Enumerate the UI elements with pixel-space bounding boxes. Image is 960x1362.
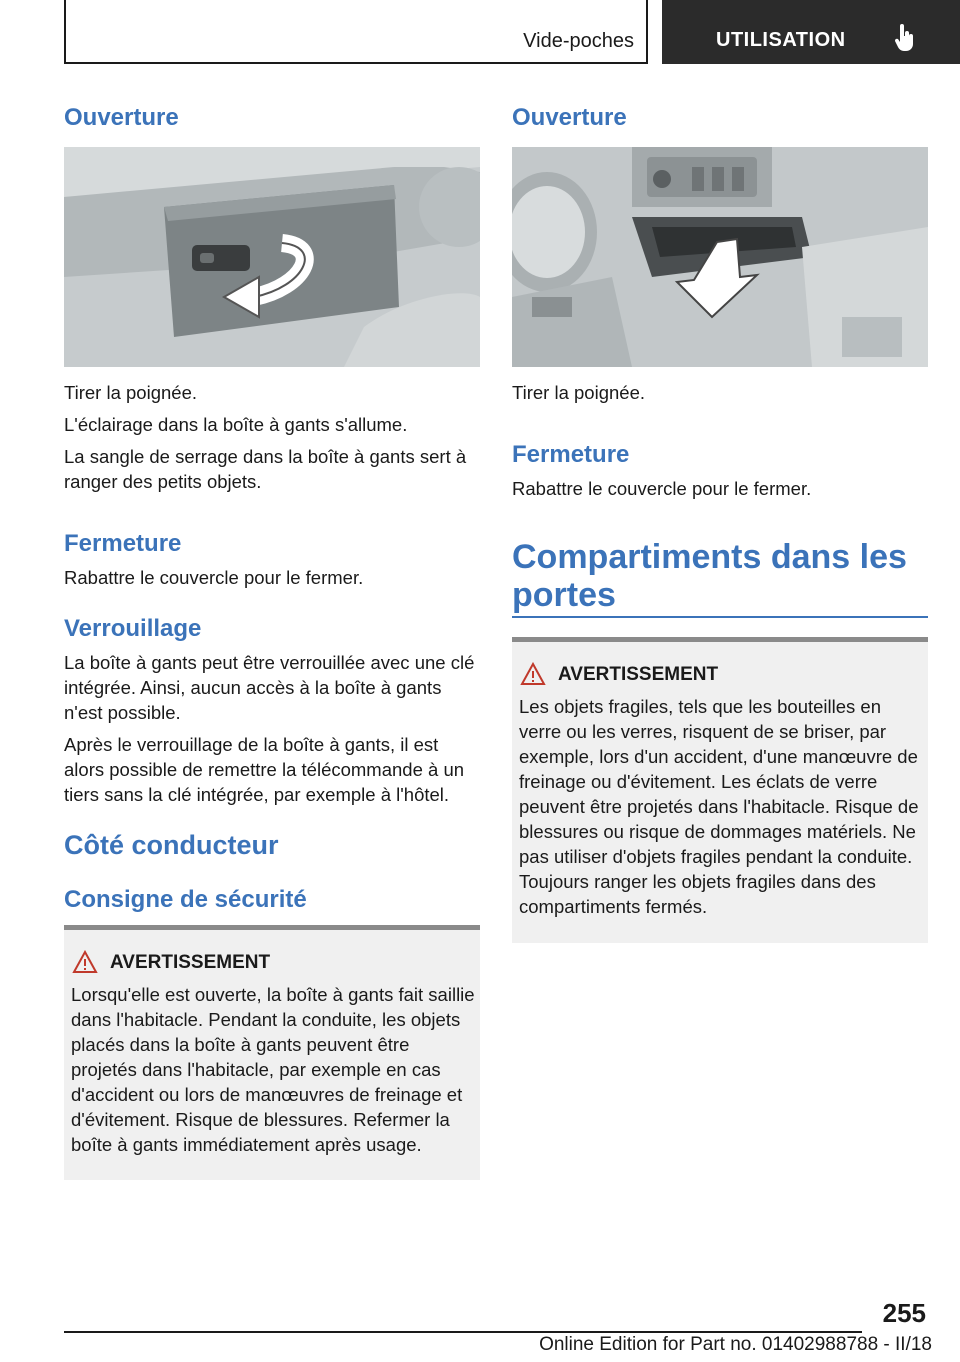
warning-box-right: [512, 637, 928, 943]
heading-safety: Consigne de sécurité: [64, 886, 307, 913]
left-p-lock1: La boîte à gants peut être verrouillée avec une clé intégrée. Ainsi, aucun accès à la boîte à gants n'est possible.: [64, 652, 475, 723]
footer-edition: Online Edition for Part no. 01402988788 - II/18: [539, 1334, 932, 1355]
warning-triangle-icon: [72, 950, 98, 979]
page-number: 255: [882, 1298, 926, 1328]
warning-title-right: AVERTISSEMENT: [558, 664, 719, 685]
heading-closing-left: Fermeture: [64, 530, 182, 557]
right-p-closing: Rabattre le couvercle pour le fermer.: [512, 478, 812, 499]
warning-triangle-icon: [520, 662, 546, 691]
warning-box-left: [64, 925, 480, 1180]
heading-locking: Verrouillage: [64, 615, 202, 642]
header-chapter-title: UTILISATION: [716, 29, 846, 51]
heading-opening-left: Ouverture: [64, 104, 179, 131]
heading-door-compartments: Compartiments dans les portes: [512, 538, 907, 614]
heading-underline: [512, 616, 928, 618]
warning-text-right: Les objets fragiles, tels que les bouteilles en verre ou les verres, risquent de se briser, par exemple, lors d'un accident, d'une manœuvre de freinage ou d'évitement. Les éclats de verre peuvent être projetés dans l'habitacle. Risque de blessures ou risque de dommages matériels. Ne pas utiliser d'objets fragiles pendant la conduite. Toujours ranger les objets fragiles dans des compartiments fermés.: [519, 696, 919, 917]
left-p-closing: Rabattre le couvercle pour le fermer.: [64, 567, 364, 588]
left-p-lock2: Après le verrouillage de la boîte à gants, il est alors possible de remettre la télécommande à un tiers sans la clé intégrée, par exemple à l'hôtel.: [64, 734, 465, 805]
footer-rule: [64, 1331, 862, 1333]
left-p1: Tirer la poignée.: [64, 382, 197, 403]
warning-title-left: AVERTISSEMENT: [110, 952, 271, 973]
driver-compartment-illustration: [512, 147, 928, 367]
left-p3: La sangle de serrage dans la boîte à gants sert à ranger des petits objets.: [64, 446, 467, 492]
right-p1: Tirer la poignée.: [512, 382, 645, 403]
header-chapter-tab[interactable]: [662, 0, 960, 64]
glovebox-illustration: [64, 147, 480, 367]
hand-pointer-icon: [894, 24, 916, 57]
header-section-title: Vide-poches: [523, 30, 634, 52]
left-p2: L'éclairage dans la boîte à gants s'allume.: [64, 414, 408, 435]
heading-driver-side: Côté conducteur: [64, 830, 279, 860]
heading-opening-right: Ouverture: [512, 104, 627, 131]
warning-text-left: Lorsqu'elle est ouverte, la boîte à gants fait saillie dans l'habitacle. Pendant la conduite, les objets placés dans la boîte à gants peuvent être projetés dans l'habitacle, par exemple en cas d'accident ou lors de manœuvres de freinage et d'évitement. Risque de blessures. Refermer la boîte à gants immédiatement après usage.: [71, 984, 475, 1155]
heading-closing-right: Fermeture: [512, 441, 630, 468]
header-section-box: [64, 0, 648, 64]
